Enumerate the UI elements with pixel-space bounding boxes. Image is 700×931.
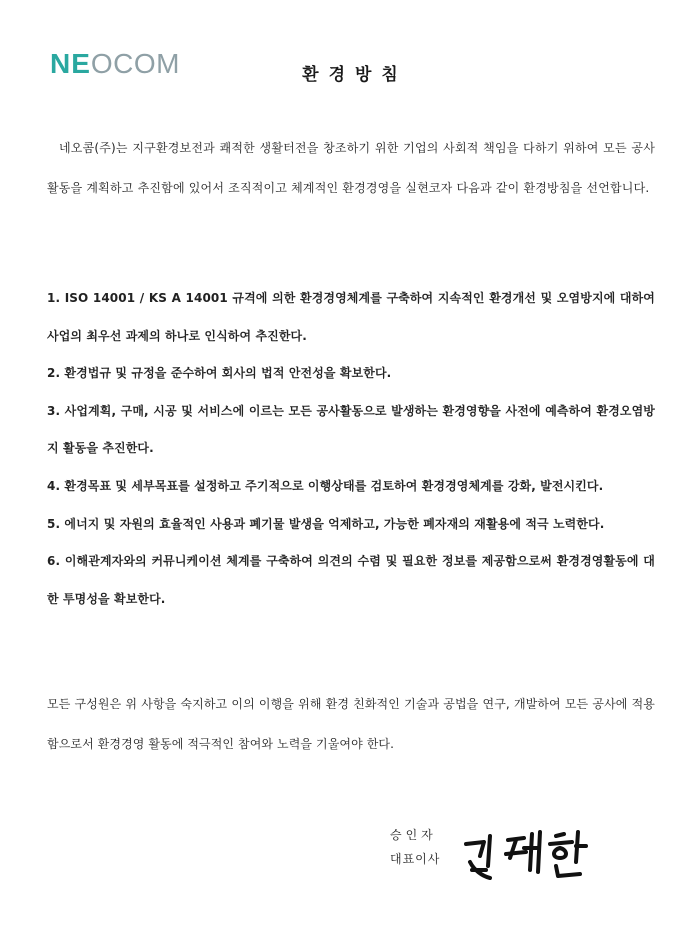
signature-image	[460, 826, 590, 886]
logo-text-gray: OCOM	[90, 48, 181, 79]
approver-label: 승인자	[390, 828, 437, 842]
policy-item: 6. 이해관계자와의 커뮤니케이션 체계를 구축하여 의견의 수렴 및 필요한 정보를 제공함으로써 환경경영활동에 대한 투명성을 확보한다.	[47, 554, 655, 606]
policy-item: 4. 환경목표 및 세부목표를 설정하고 주기적으로 이행상태를 검토하여 환경경영체계를 강화, 발전시킨다.	[47, 478, 604, 493]
page-title: 환경방침	[302, 65, 408, 85]
logo-text-accent: NE	[50, 48, 91, 79]
policy-item: 2. 환경법규 및 규정을 준수하여 회사의 법적 안전성을 확보한다.	[47, 366, 392, 381]
policy-item: 5. 에너지 및 자원의 효율적인 사용과 폐기물 발생을 억제하고, 가능한 폐자재의 재활용에 적극 노력한다.	[47, 516, 605, 531]
closing-paragraph: 모든 구성원은 위 사항을 숙지하고 이의 이행을 위해 환경 친화적인 기술과 공법을 연구, 개발하여 모든 공사에 적용함으로서 환경경영 활동에 적극적인 참여와 노력을 기울여야 한다.	[47, 697, 655, 751]
policy-item: 1. ISO 14001 / KS A 14001 규격에 의한 환경경영체계를 구축하여 지속적인 환경개선 및 오염방지에 대하여 사업의 최우선 과제의 하나로 인식하여 추진한다.	[47, 291, 655, 343]
policy-item: 3. 사업계획, 구매, 시공 및 서비스에 이르는 모든 공사활동으로 발생하는 환경영향을 사전에 예측하여 환경오염방지 활동을 추진한다.	[47, 403, 655, 456]
representative-label: 대표이사	[390, 852, 441, 866]
intro-paragraph: 네오콤(주)는 지구환경보전과 쾌적한 생활터전을 창조하기 위한 기업의 사회적 책임을 다하기 위하여 모든 공사활동을 계획하고 추진함에 있어서 조직적이고 체계적인 환경경영을 실현코자 다음과 같이 환경방침을 선언합니다.	[47, 141, 655, 195]
policy-list	[47, 280, 655, 618]
